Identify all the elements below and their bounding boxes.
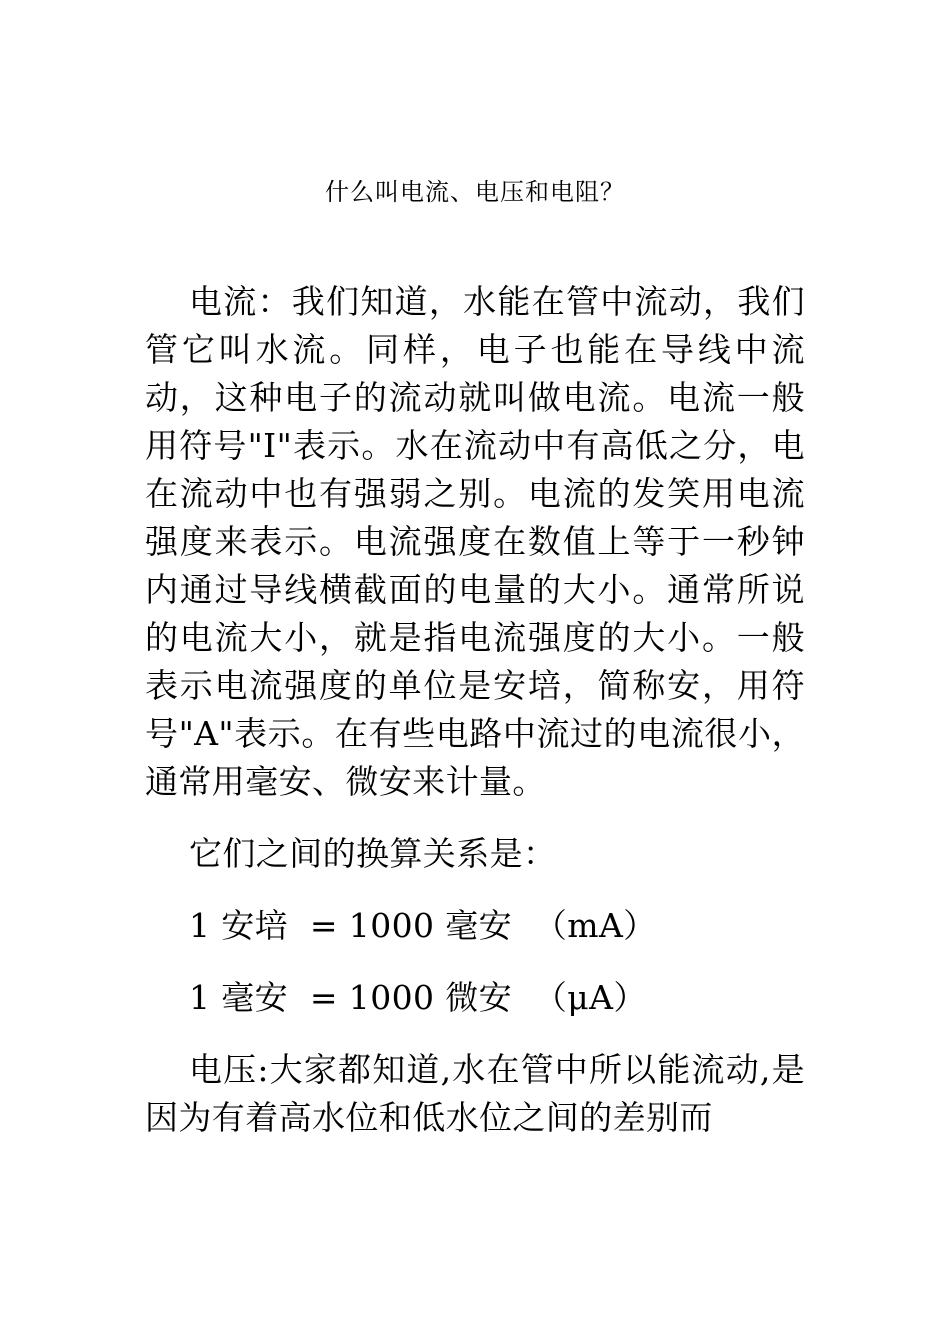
paragraph-voltage: 电压:大家都知道,水在管中所以能流动,是因为有着高水位和低水位之间的差别而 (145, 1050, 805, 1137)
paragraph-current: 电流：我们知道，水能在管中流动，我们管它叫水流。同样，电子也能在导线中流动，这种电子的流动就叫做电流。电流一般用符号"I"表示。水在流动中有高低之分，电在流动中也有强弱之别。电流的发笑用电流强度来表示。电流强度在数值上等于一秒钟内通过导线横截面的电量的大小。通常所说的电流大小，就是指电流强度的大小。一般表示电流强度的单位是安培，简称安，用符号"A"表示。在有些电路中流过的电流很小，通常用毫安、微安来计量。 (145, 282, 805, 801)
document-body (145, 278, 805, 1166)
conversion-milliampere-microampere: 1 毫安 = 1000 微安 （μA） (189, 978, 647, 1017)
paragraph-conversion-intro: 它们之间的换算关系是： (189, 834, 557, 873)
conversion-ampere-milliampere: 1 安培 = 1000 毫安 （mA） (189, 906, 657, 945)
document-title: 什么叫电流、电压和电阻？ (325, 178, 625, 206)
